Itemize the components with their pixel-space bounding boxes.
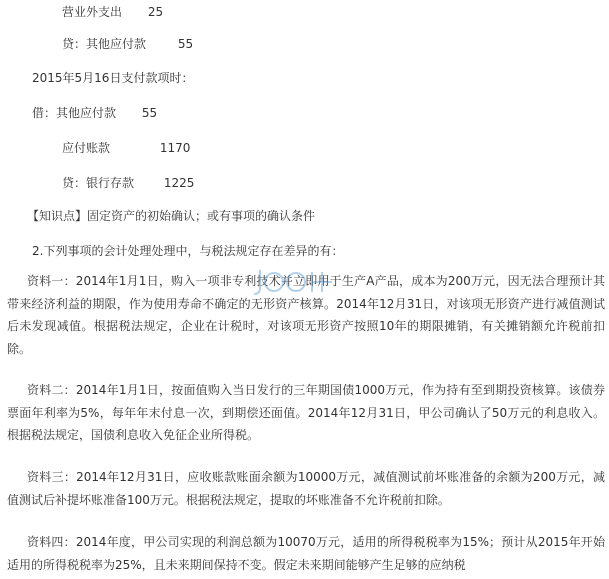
entry-label: 2015年5月16日支付款项时： xyxy=(32,71,194,85)
knowledge-point xyxy=(27,208,315,224)
entry-amount: 1170 xyxy=(159,141,191,155)
entry-label: 营业外支出 xyxy=(62,5,123,19)
entry-label: 应付账款 xyxy=(62,141,111,155)
entry-label: 贷：其他应付款 xyxy=(62,37,147,51)
entry-line xyxy=(62,140,190,156)
entry-label: 贷：银行存款 xyxy=(62,176,135,190)
entry-line xyxy=(62,36,193,52)
entry-line xyxy=(62,4,163,20)
entry-label: 借：其他应付款 xyxy=(32,106,117,120)
material-paragraph-4: 资料四：2014年度，甲公司实现的利润总额为10070万元，适用的所得税税率为15%；预计从2015年开始适用的所得税税率为25%，且未来期间保持不变。假定未来期间能够产生足够的应纳税 xyxy=(7,535,605,572)
entry-amount: 55 xyxy=(177,37,194,51)
question-title-text: 2.下列事项的会计处理处理中，与税法规定存在差异的有： xyxy=(32,244,344,258)
material-paragraph-1: 资料一：2014年1月1日，购入一项非专利技术并立即用于生产A产品，成本为200万元，因无法合理预计其带来经济利益的期限，作为使用寿命不确定的无形资产核算。2014年12月31日，对该项无形资产进行减值测试后未发现减值。根据税法规定，企业在计税时，对该项无形资产按照10年的期限摊销，有关摊销额允许税前扣除。 xyxy=(7,274,605,356)
entry-line xyxy=(32,70,193,86)
knowledge-point-prefix: 【知识点】 xyxy=(27,209,88,223)
entry-line xyxy=(62,175,194,191)
question-title xyxy=(32,243,343,259)
entry-amount: 1225 xyxy=(163,176,195,190)
entry-amount: 25 xyxy=(147,5,164,19)
entry-line xyxy=(32,105,157,121)
material-paragraph-3: 资料三：2014年12月31日，应收账款账面余额为10000万元，减值测试前坏账准备的余额为200万元，减值测试后补提坏账准备100万元。根据税法规定，提取的坏账准备不允许税前扣除。 xyxy=(7,470,605,507)
knowledge-point-text: 固定资产的初始确认；或有事项的确认条件 xyxy=(87,209,316,223)
entry-amount: 55 xyxy=(141,106,158,120)
material-paragraph-2: 资料二：2014年1月1日，按面值购入当日发行的三年期国债1000万元，作为持有至到期投资核算。该债券票面年利率为5%，每年年末付息一次，到期偿还面值。2014年12月31日，甲公司确认了50万元的利息收入。根据税法规定，国债利息收入免征企业所得税。 xyxy=(7,383,605,442)
